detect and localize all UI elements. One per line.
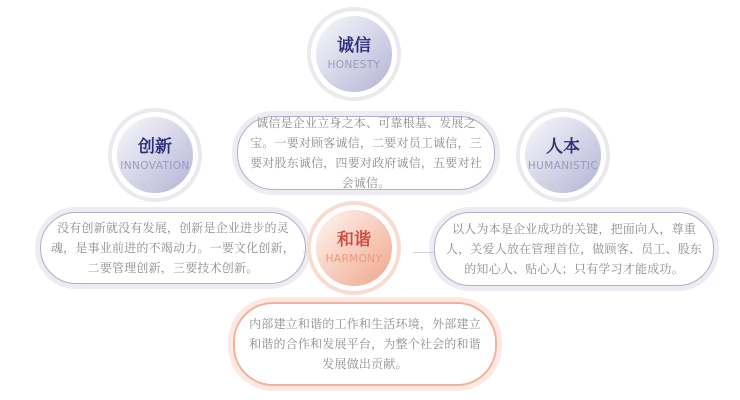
harmony-subtitle: HARMONY bbox=[325, 253, 383, 265]
innovation-subtitle: INNOVATION bbox=[120, 160, 190, 172]
honesty-node bbox=[311, 11, 397, 97]
harmony-description-box bbox=[233, 302, 497, 386]
innovation-node bbox=[112, 112, 198, 198]
connector-harmony-humanistic bbox=[413, 252, 434, 253]
humanistic-description-box bbox=[434, 212, 714, 286]
honesty-title: 诚信 bbox=[337, 36, 371, 56]
honesty-description-box bbox=[237, 116, 495, 190]
harmony-node bbox=[311, 205, 397, 291]
humanistic-node bbox=[520, 112, 606, 198]
honesty-subtitle: HONESTY bbox=[327, 59, 381, 71]
innovation-description: 没有创新就没有发展，创新是企业进步的灵魂，是事业前进的不竭动力。一要文化创新，二要管理创新，三要技术创新。 bbox=[50, 221, 295, 275]
innovation-description-box bbox=[40, 212, 306, 284]
humanistic-subtitle: HUMANISTIC bbox=[527, 160, 599, 172]
humanistic-description: 以人为本是企业成功的关键，把面向人，尊重人，关爱人放在管理首位，做顾客、员工、股东的知心人、贴心人；只有学习才能成功。 bbox=[445, 222, 703, 276]
innovation-title: 创新 bbox=[138, 137, 172, 157]
humanistic-title: 人本 bbox=[546, 137, 580, 157]
harmony-description: 内部建立和谐的工作和生活环境，外部建立和谐的合作和发展平台，为整个社会的和谐发展做出贡献。 bbox=[249, 317, 481, 371]
honesty-description: 诚信是企业立身之本、可靠根基、发展之宝。一要对顾客诚信，二要对员工诚信，三要对股东诚信，四要对政府诚信，五要对社会诚信。 bbox=[250, 116, 482, 190]
harmony-title: 和谐 bbox=[337, 230, 371, 250]
